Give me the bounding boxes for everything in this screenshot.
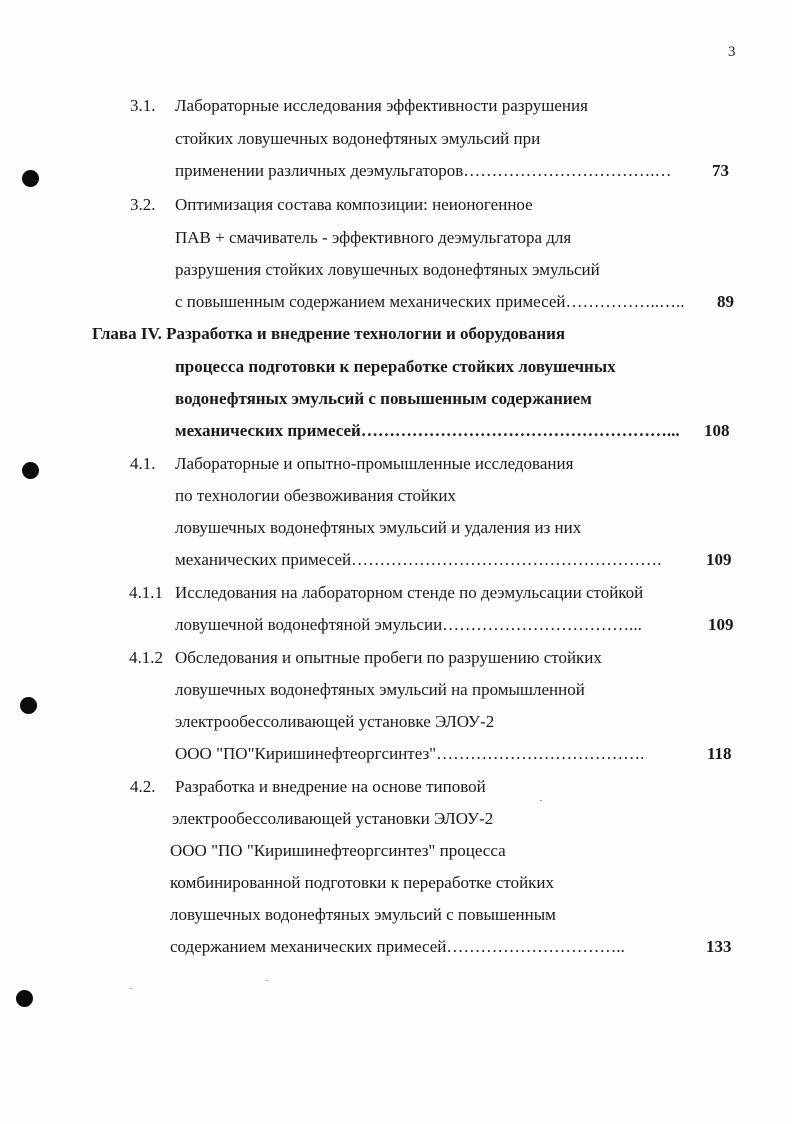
toc-entry-number: 4.1.2 xyxy=(129,648,163,667)
binder-hole-2 xyxy=(22,462,39,479)
scan-speck xyxy=(540,800,542,801)
toc-entry-page: 89 xyxy=(717,292,734,311)
toc-entry-title-line: Лабораторные и опытно-промышленные исследования xyxy=(175,454,574,473)
toc-entry-title-line: ПАВ + смачиватель - эффективного деэмульгатора для xyxy=(175,228,572,247)
toc-chapter-title-line: процесса подготовки к переработке стойких ловушечных xyxy=(175,357,616,376)
toc-entry-title-line: электрообессоливающей установке ЭЛОУ-2 xyxy=(175,712,495,731)
toc-entry-page: 133 xyxy=(706,937,732,956)
toc-entry-title-line: ООО "ПО"Киришинефтеоргсинтез"………………………………. xyxy=(175,744,645,763)
toc-entry-title-line: Разработка и внедрение на основе типовой xyxy=(175,777,486,796)
toc-entry-title-line: ловушечных водонефтяных эмульсий с повышенным xyxy=(170,905,556,924)
toc-entry-title-line: содержанием механических примесей………………………….. xyxy=(170,937,625,956)
toc-chapter-title-line: механических примесей………………………………………………... xyxy=(175,421,680,440)
toc-entry-title-line: с повышенным содержанием механических примесей……………..….. xyxy=(175,292,685,311)
toc-entry-number: 4.1.1 xyxy=(129,583,163,602)
toc-entry-title-line: механических примесей………………………………………………. xyxy=(175,550,662,569)
toc-entry-number: 3.1. xyxy=(130,96,156,115)
binder-hole-1 xyxy=(22,170,39,187)
toc-entry-title-line: стойких ловушечных водонефтяных эмульсий при xyxy=(175,129,541,148)
toc-entry-page: 73 xyxy=(712,161,729,180)
toc-chapter-title-line: Глава IV. Разработка и внедрение технологии и оборудования xyxy=(92,324,566,343)
toc-chapter-title-line: водонефтяных эмульсий с повышенным содержанием xyxy=(175,389,592,408)
toc-entry-number: 4.1. xyxy=(130,454,156,473)
toc-entry-title-line: комбинированной подготовки к переработке стойких xyxy=(170,873,555,892)
scan-speck xyxy=(266,980,268,981)
toc-entry-title-line: Исследования на лабораторном стенде по деэмульсации стойкой xyxy=(175,583,644,602)
toc-entry-title-line: ловушечных водонефтяных эмульсий на промышленной xyxy=(175,680,585,699)
toc-entry-title-line: применении различных деэмульгаторов…………………………….… xyxy=(175,161,672,180)
toc-entry-page: 109 xyxy=(708,615,734,634)
toc-entry-title-line: электрообессоливающей установки ЭЛОУ-2 xyxy=(172,809,494,828)
toc-entry-number: 3.2. xyxy=(130,195,156,214)
toc-entry-title-line: ООО "ПО "Киришинефтеоргсинтез" процесса xyxy=(170,841,506,860)
toc-entry-title-line: Лабораторные исследования эффективности разрушения xyxy=(175,96,588,115)
toc-entry-title-line: по технологии обезвоживания стойких xyxy=(175,486,456,505)
toc-entry-title-line: ловушечной водонефтяной эмульсии……………………………... xyxy=(175,615,642,634)
toc-chapter-page: 108 xyxy=(704,421,730,440)
toc-entry-page: 109 xyxy=(706,550,732,569)
toc-entry-page: 118 xyxy=(707,744,732,763)
toc-entry-title-line: Обследования и опытные пробеги по разрушению стойких xyxy=(175,648,602,667)
toc-entry-number: 4.2. xyxy=(130,777,156,796)
scan-speck xyxy=(130,988,132,989)
binder-hole-3 xyxy=(20,697,37,714)
page-number: 3 xyxy=(728,44,736,60)
toc-entry-title-line: ловушечных водонефтяных эмульсий и удаления из них xyxy=(175,518,582,537)
toc-entry-title-line: разрушения стойких ловушечных водонефтяных эмульсий xyxy=(175,260,600,279)
binder-hole-4 xyxy=(16,990,33,1007)
toc-entry-title-line: Оптимизация состава композиции: неионогенное xyxy=(175,195,533,214)
